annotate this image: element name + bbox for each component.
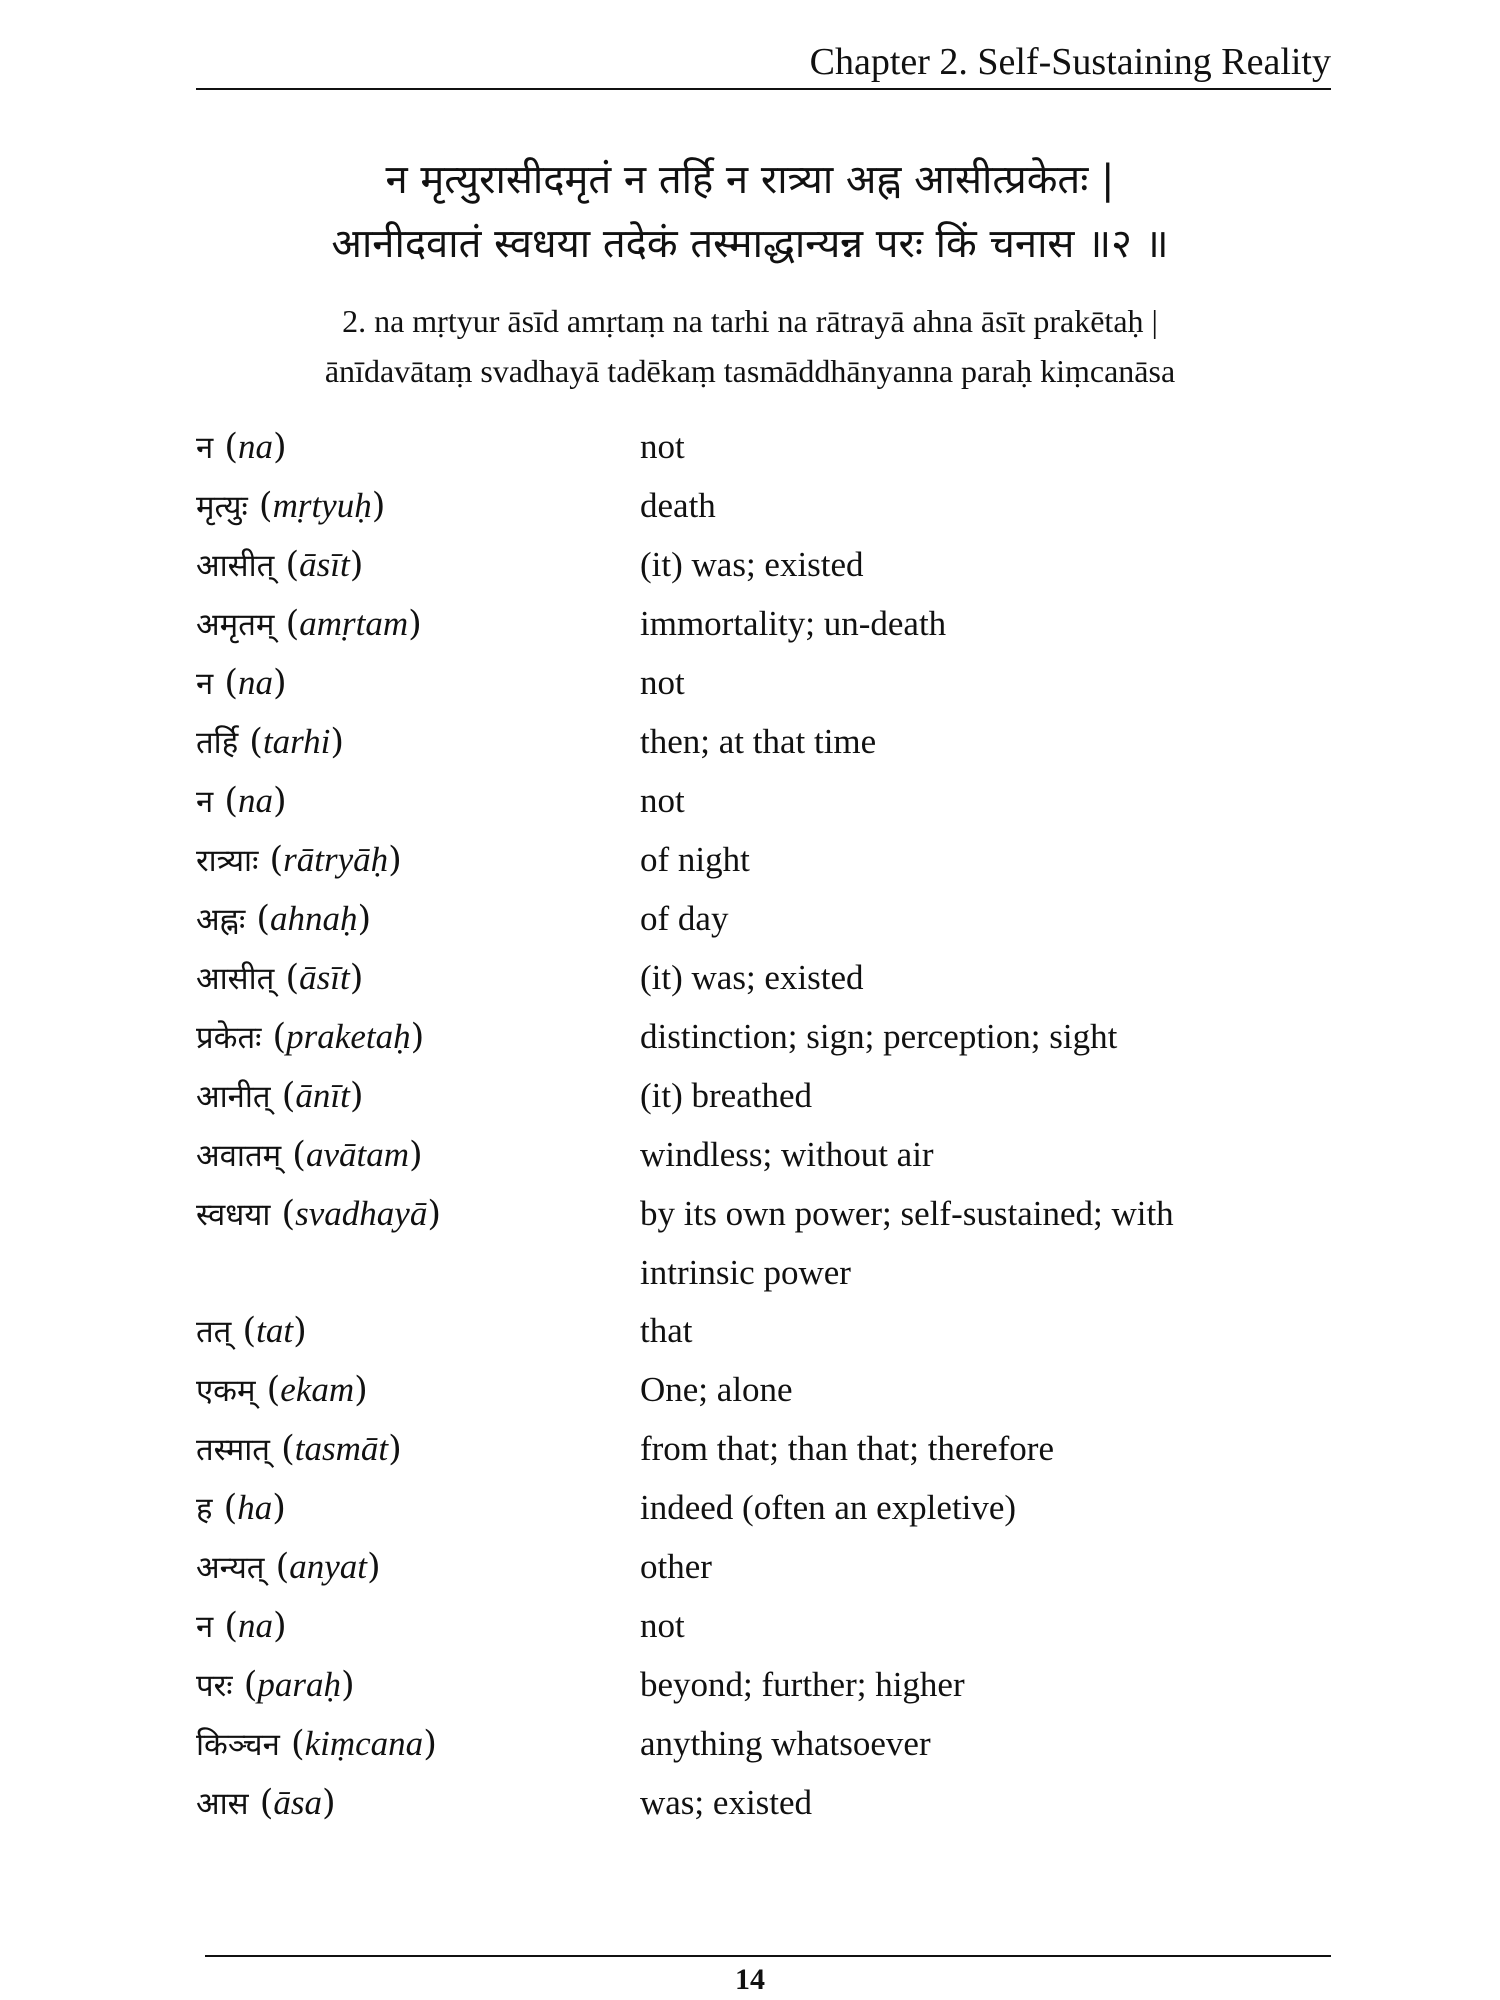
term-devanagari: ह: [196, 1491, 213, 1527]
glossary-meaning: (it) breathed: [640, 1076, 812, 1115]
glossary-row: [196, 1302, 1336, 1361]
term-romanized: mṛtyuḥ: [272, 486, 372, 525]
term-romanized: amṛtam: [299, 604, 409, 643]
glossary-term: स्वधया (svadhayā): [196, 1194, 442, 1234]
glossary-term: अन्यत् (anyat): [196, 1547, 381, 1587]
glossary-meaning: anything whatsoever: [640, 1724, 931, 1763]
glossary-row: [196, 713, 1336, 772]
term-romanized: ahnaḥ: [270, 899, 358, 938]
glossary-row: [196, 1538, 1336, 1597]
term-romanized: na: [238, 1606, 273, 1645]
glossary-row: [196, 1597, 1336, 1656]
term-devanagari: आसीत्: [196, 961, 275, 997]
term-romanized: avātam: [305, 1135, 409, 1174]
glossary-meaning: One; alone: [640, 1370, 793, 1409]
term-devanagari: मृत्युः: [196, 489, 248, 525]
term-devanagari: रात्र्याः: [196, 843, 259, 879]
glossary-meaning: distinction; sign; perception; sight: [640, 1017, 1118, 1056]
glossary-meaning: not: [640, 781, 685, 820]
glossary-term: एकम् (ekam): [196, 1370, 368, 1410]
glossary-meaning: windless; without air: [640, 1135, 934, 1174]
glossary-meaning: not: [640, 663, 685, 702]
glossary-row: [196, 477, 1336, 536]
glossary-row: [196, 418, 1336, 477]
verse-devanagari-line: न मृत्युरासीदमृतं न तर्हि न रात्र्या अह्न आसीत्प्रकेतः |: [385, 157, 1115, 203]
term-romanized: tat: [256, 1311, 294, 1350]
term-devanagari: तत्: [196, 1314, 232, 1350]
term-romanized: na: [238, 781, 273, 820]
term-devanagari: अवातम्: [196, 1138, 282, 1174]
glossary-meaning: from that; than that; therefore: [640, 1429, 1055, 1468]
glossary-row: [196, 1420, 1336, 1479]
glossary-row: [196, 1656, 1336, 1715]
glossary-row: [196, 1715, 1336, 1774]
term-romanized: paraḥ: [257, 1665, 341, 1704]
glossary-meaning: of day: [640, 899, 729, 938]
glossary-row: [196, 772, 1336, 831]
term-devanagari: आस: [196, 1786, 249, 1822]
footer-rule: [205, 1955, 1331, 1957]
term-romanized: ha: [237, 1488, 273, 1527]
glossary-meaning: not: [640, 1606, 685, 1645]
glossary-meaning: intrinsic power: [640, 1253, 851, 1292]
term-devanagari: परः: [196, 1668, 233, 1704]
glossary-term: ह (ha): [196, 1488, 286, 1528]
running-header: Chapter 2. Self-Sustaining Reality: [196, 42, 1331, 90]
glossary-row: [196, 1361, 1336, 1420]
glossary-meaning: other: [640, 1547, 712, 1586]
glossary-meaning: beyond; further; higher: [640, 1665, 965, 1704]
term-devanagari: प्रकेतः: [196, 1020, 262, 1056]
glossary-meaning: then; at that time: [640, 722, 877, 761]
glossary-term: मृत्युः (mṛtyuḥ): [196, 486, 386, 526]
term-devanagari: एकम्: [196, 1373, 256, 1409]
glossary-row: [196, 890, 1336, 949]
verse-transliteration-line: 2. na mṛtyur āsīd amṛtaṃ na tarhi na rātrayā ahna āsīt prakētaḥ |: [342, 303, 1158, 339]
term-devanagari: अमृतम्: [196, 607, 275, 643]
term-romanized: ekam: [280, 1370, 355, 1409]
glossary-row: [196, 595, 1336, 654]
term-romanized: tasmāt: [294, 1429, 389, 1468]
glossary-row: [196, 654, 1336, 713]
glossary-meaning: (it) was; existed: [640, 958, 864, 997]
term-devanagari: न: [196, 430, 214, 466]
glossary-meaning: by its own power; self-sustained; with: [640, 1194, 1174, 1233]
term-devanagari: तस्मात्: [196, 1432, 270, 1468]
glossary-term: आस (āsa): [196, 1783, 336, 1823]
word-glossary: [196, 418, 1336, 1833]
term-devanagari: आसीत्: [196, 548, 275, 584]
glossary-term: अवातम् (avātam): [196, 1135, 423, 1175]
page-number: 14: [735, 1963, 765, 1996]
verse-devanagari: [0, 148, 1500, 276]
glossary-term: आनीत् (ānīt): [196, 1076, 364, 1116]
glossary-meaning: was; existed: [640, 1783, 813, 1822]
glossary-meaning: death: [640, 486, 716, 525]
term-romanized: āsīt: [299, 958, 350, 997]
glossary-term: रात्र्याः (rātryāḥ): [196, 840, 402, 880]
term-romanized: anyat: [289, 1547, 368, 1586]
glossary-meaning: that: [640, 1311, 693, 1350]
glossary-row: [196, 536, 1336, 595]
term-devanagari: न: [196, 784, 214, 820]
glossary-term: न (na): [196, 427, 287, 467]
glossary-term: अमृतम् (amṛtam): [196, 604, 422, 644]
term-devanagari: न: [196, 666, 214, 702]
glossary-row: [196, 1067, 1336, 1126]
term-romanized: āsīt: [299, 545, 350, 584]
term-romanized: tarhi: [262, 722, 331, 761]
glossary-term: तत् (tat): [196, 1311, 307, 1351]
term-devanagari: आनीत्: [196, 1079, 271, 1115]
glossary-term: तस्मात् (tasmāt): [196, 1429, 402, 1469]
glossary-meaning: of night: [640, 840, 750, 879]
glossary-meaning: indeed (often an expletive): [640, 1488, 1017, 1527]
glossary-term: न (na): [196, 663, 287, 703]
term-devanagari: स्वधया: [196, 1197, 271, 1233]
term-romanized: āsa: [273, 1783, 323, 1822]
glossary-term: न (na): [196, 1606, 287, 1646]
verse-devanagari-line: आनीदवातं स्वधया तदेकं तस्माद्धान्यन्न परः किं चनास ॥२ ॥: [331, 221, 1169, 267]
glossary-row: [196, 1774, 1336, 1833]
term-devanagari: अन्यत्: [196, 1550, 265, 1586]
glossary-row: [196, 1126, 1336, 1185]
glossary-meaning: not: [640, 427, 685, 466]
glossary-term: परः (paraḥ): [196, 1665, 355, 1705]
glossary-term: आसीत् (āsīt): [196, 545, 364, 585]
glossary-row: [196, 1244, 1336, 1302]
glossary-meaning: immortality; un-death: [640, 604, 947, 643]
glossary-term: तर्हि (tarhi): [196, 722, 345, 762]
term-romanized: svadhayā: [295, 1194, 428, 1233]
glossary-term: न (na): [196, 781, 287, 821]
term-devanagari: अह्नः: [196, 902, 246, 938]
verse-transliteration: [0, 296, 1500, 396]
verse-transliteration-line: ānīdavātaṃ svadhayā tadēkaṃ tasmāddhānyanna paraḥ kiṃcanāsa: [324, 353, 1176, 389]
glossary-meaning: (it) was; existed: [640, 545, 864, 584]
term-romanized: ānīt: [295, 1076, 350, 1115]
term-romanized: na: [238, 427, 273, 466]
term-devanagari: तर्हि: [196, 725, 239, 761]
glossary-row: [196, 1185, 1336, 1244]
glossary-term: आसीत् (āsīt): [196, 958, 364, 998]
glossary-term: [196, 1244, 640, 1302]
term-romanized: rātryāḥ: [283, 840, 389, 879]
term-romanized: kiṃcana: [304, 1724, 424, 1763]
glossary-row: [196, 949, 1336, 1008]
glossary-row: [196, 1479, 1336, 1538]
glossary-term: प्रकेतः (praketaḥ): [196, 1017, 425, 1057]
glossary-row: [196, 1008, 1336, 1067]
glossary-term: किञ्चन (kiṃcana): [196, 1724, 437, 1764]
term-devanagari: किञ्चन: [196, 1727, 280, 1763]
glossary-term: अह्नः (ahnaḥ): [196, 899, 372, 939]
term-romanized: na: [238, 663, 273, 702]
term-devanagari: न: [196, 1609, 214, 1645]
glossary-row: [196, 831, 1336, 890]
term-romanized: praketaḥ: [286, 1017, 411, 1056]
